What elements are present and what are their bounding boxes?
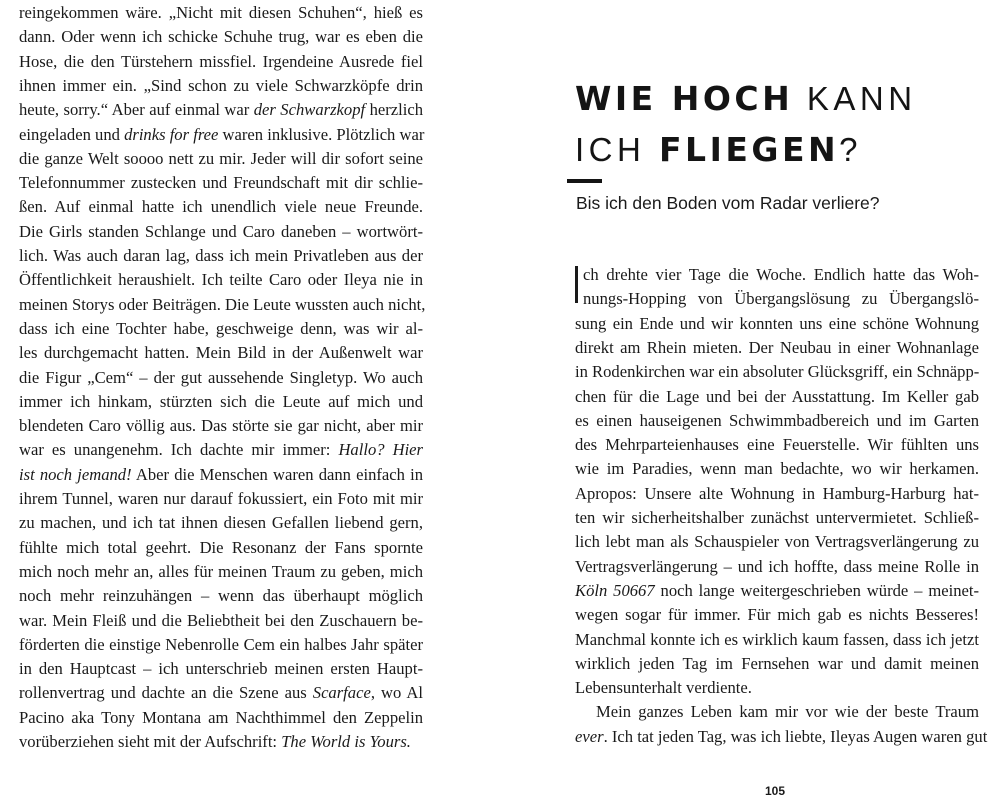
text-line	[19, 584, 423, 608]
text-segment: wirklich jeden Tag im Fernsehen war und damit meinen	[575, 653, 979, 673]
text-line	[575, 555, 979, 579]
text-segment: chen für die Lage und bei der Ausstattung. Im Keller gab	[575, 386, 979, 406]
text-segment: die ganze Welt soooo nett zu mir. Jeder will dir sofort seine	[19, 148, 423, 168]
text-segment: Mein ganzes Leben kam mir vor wie der beste Traum	[596, 702, 979, 722]
text-segment: ihnen immer ein. „Sind schon zu viele Schwarzköpfe drin	[19, 75, 423, 95]
text-segment: vorüberziehen sieht mit der Aufschrift:	[19, 732, 282, 751]
text-segment: des Mehrparteienhauses eine Feuerstelle. Wir fühlten uns	[575, 435, 979, 455]
text-segment: mich noch mehr an, alles für meinen Traum zu geben, mich	[19, 561, 423, 581]
text-segment: ßen. Auf einmal hatte ich unendlich viele neue Freunde.	[19, 197, 423, 217]
text-line	[575, 433, 979, 457]
italic-text: Hallo? Hier	[338, 440, 423, 460]
text-line	[19, 268, 423, 292]
text-line	[575, 482, 979, 506]
text-segment: zu machen, und ich tat ihnen diesen Gefallen liebend gern,	[19, 513, 423, 533]
text-line	[19, 633, 423, 657]
text-segment: . Ich tat jeden Tag, was ich liebte, Ileyas Augen waren gut	[603, 726, 988, 746]
text-line	[575, 385, 979, 409]
text-line	[19, 438, 423, 462]
text-line	[19, 657, 423, 681]
text-segment: meinen Storys oder Beiträgen. Die Leute wussten auch nicht,	[19, 294, 426, 314]
text-segment: waren inklusive. Plötzlich war	[218, 124, 425, 144]
text-line	[19, 171, 423, 195]
chapter-title-light-2: ICH	[575, 131, 659, 168]
text-segment: noch lange weitergeschrieben würde – meinet-	[654, 580, 980, 600]
text-line	[575, 457, 979, 481]
text-segment: lich lebt man als Schauspieler von Vertragsverlängerung zu	[575, 532, 979, 552]
text-segment: war es unangenehm. Ich dachte mir immer:	[19, 440, 339, 460]
text-segment: heute, sorry.“ Aber auf einmal war	[19, 100, 254, 120]
text-line	[19, 195, 423, 219]
text-line	[575, 263, 979, 287]
text-line	[575, 409, 979, 433]
text-segment: nungs-Hopping von Übergangslösung zu Übergangslö-	[583, 289, 979, 309]
text-line	[575, 725, 988, 749]
text-line	[19, 98, 423, 122]
text-line	[19, 341, 423, 365]
text-segment: Pacino aka Tony Montana am Nachthimmel den Zeppelin	[19, 707, 423, 727]
text-segment: noch mehr reinzuhängen – wenn das überhaupt möglich	[19, 586, 423, 606]
text-segment: wie im Paradies, wenn man bedachte, wo wir herkamen.	[575, 459, 979, 479]
text-segment: wegen sogar für immer. Für mich gab es nichts Besseres!	[575, 605, 979, 625]
text-segment: reingekommen wäre. „Nicht mit diesen Schuhen“, hieß es	[19, 3, 423, 22]
chapter-title-light-1: KANN	[793, 80, 917, 117]
text-line	[19, 463, 423, 487]
text-segment: Manchmal konnte ich es wirklich kaum fassen, dass ich jetzt	[575, 629, 979, 649]
text-segment: , wo Al	[370, 683, 423, 703]
text-line	[575, 287, 979, 311]
chapter-title-line-2	[575, 124, 975, 176]
text-line	[19, 123, 423, 147]
text-line	[575, 652, 979, 676]
text-segment: eingeladen und	[19, 124, 125, 144]
chapter-title-bold-2: FLIEGEN	[659, 130, 840, 169]
text-line	[19, 536, 423, 560]
text-line	[19, 706, 423, 730]
text-segment: in den Hauptcast – ich unterschrieb meinen ersten Haupt-	[19, 659, 423, 679]
text-segment: Aber die Menschen waren dann einfach in	[131, 464, 424, 484]
text-line	[19, 244, 423, 268]
text-segment: es einen hauseigenen Schwimmbadbereich und im Garten	[575, 410, 979, 430]
text-line	[19, 560, 423, 584]
text-segment: lich. Was auch daran lag, dass ich mein Privatleben aus der	[19, 246, 423, 265]
text-segment: fühlte mich total geehrt. Die Resonanz der Fans spornte	[19, 537, 423, 557]
text-segment: Telefonnummer zustecken und Freundschaft mit dir schlie-	[19, 173, 423, 193]
italic-text: ist noch jemand!	[19, 464, 132, 484]
italic-text: ever	[575, 726, 604, 746]
text-segment: förderten die einstige Nebenrolle Cem ein halbes Jahr später	[19, 634, 423, 654]
text-line	[19, 147, 423, 171]
page-number: 105	[764, 784, 786, 798]
italic-text: drinks for free	[124, 124, 219, 144]
text-line	[19, 220, 423, 244]
text-line	[19, 511, 423, 535]
text-segment: Hose, die den Türstehern missfiel. Irgendeine Ausrede fiel	[19, 51, 423, 71]
text-line	[19, 487, 423, 511]
text-segment: blendeten Caro völlig aus. Das störte sie gar nicht, aber mir	[19, 416, 423, 436]
text-line	[575, 700, 979, 724]
text-segment: war. Mein Fleiß und die Beliebtheit bei den Zuschauern be-	[19, 610, 423, 630]
text-segment: Die Girls standen Schlange und Caro daneben – wortwört-	[19, 221, 423, 241]
text-line	[19, 609, 423, 633]
chapter-title-bold-1: WIE HOCH	[575, 79, 794, 118]
text-line	[575, 360, 979, 384]
text-line	[19, 293, 426, 317]
text-line	[575, 628, 979, 652]
text-line	[575, 579, 979, 603]
text-line	[19, 25, 423, 49]
title-underline-rule	[567, 179, 602, 183]
text-segment: les durchgemacht hatten. Mein Bild in der Außenwelt war	[19, 343, 423, 363]
text-segment: Öffentlichkeit heraushielt. Ich teilte Caro oder Ileya nie in	[19, 270, 423, 290]
text-segment: dann. Oder wenn ich schicke Schuhe trug, war es eben die	[19, 27, 423, 47]
text-segment: ch drehte vier Tage die Woche. Endlich hatte das Woh-	[583, 265, 979, 284]
italic-text: der Schwarzkopf	[253, 100, 366, 120]
italic-text: Köln 50667	[575, 580, 655, 600]
text-segment: Vertragsverlängerung – und ich hoffte, dass meine Rolle in	[575, 556, 979, 576]
italic-text: Scarface	[312, 683, 371, 703]
chapter-subtitle: Bis ich den Boden vom Radar verliere?	[576, 193, 880, 213]
text-segment: rollenvertrag und dachte an die Szene aus	[19, 683, 313, 703]
text-segment: die Figur „Cem“ – der gut aussehende Singletyp. Wo auch	[19, 367, 423, 387]
text-segment: dass ich eine Tochter habe, geschweige denn, was wir al-	[19, 318, 423, 338]
text-line	[19, 414, 423, 438]
text-line	[19, 74, 423, 98]
text-line	[19, 730, 423, 754]
text-segment: ihrem Tunnel, waren nur darauf fokussiert, ein Foto mit mir	[19, 489, 423, 508]
text-segment: herzlich	[365, 100, 424, 120]
text-segment: ten wir sicherheitshalber zunächst untervermietet. Schließ-	[575, 508, 979, 527]
text-line	[19, 1, 423, 25]
text-line	[19, 390, 423, 414]
chapter-title-line-1	[575, 73, 975, 125]
text-line	[19, 681, 423, 705]
italic-text: The World is Yours.	[281, 732, 411, 751]
text-segment: in Rodenkirchen war ein absoluter Glücksgriff, ein Schnäpp-	[575, 362, 980, 382]
text-line	[575, 530, 979, 554]
text-line	[575, 603, 979, 627]
text-line	[19, 366, 423, 390]
text-line	[575, 336, 979, 360]
text-line	[575, 506, 979, 530]
text-segment: Apropos: Unsere alte Wohnung in Hamburg-Harburg hat-	[575, 483, 979, 503]
text-line	[19, 50, 423, 74]
text-segment: direkt am Rhein mieten. Der Neubau in einer Wohnanlage	[575, 337, 979, 357]
text-segment: immer ich hinkam, stürzten sich die Leute auf mich und	[19, 391, 423, 411]
text-segment: sung ein Ende und wir konnten uns eine schöne Wohnung	[575, 313, 979, 333]
text-line	[575, 676, 979, 700]
text-line	[575, 312, 979, 336]
chapter-title-question-mark: ?	[839, 131, 862, 168]
text-line	[19, 317, 423, 341]
text-segment: Lebensunterhalt verdiente.	[575, 678, 752, 698]
